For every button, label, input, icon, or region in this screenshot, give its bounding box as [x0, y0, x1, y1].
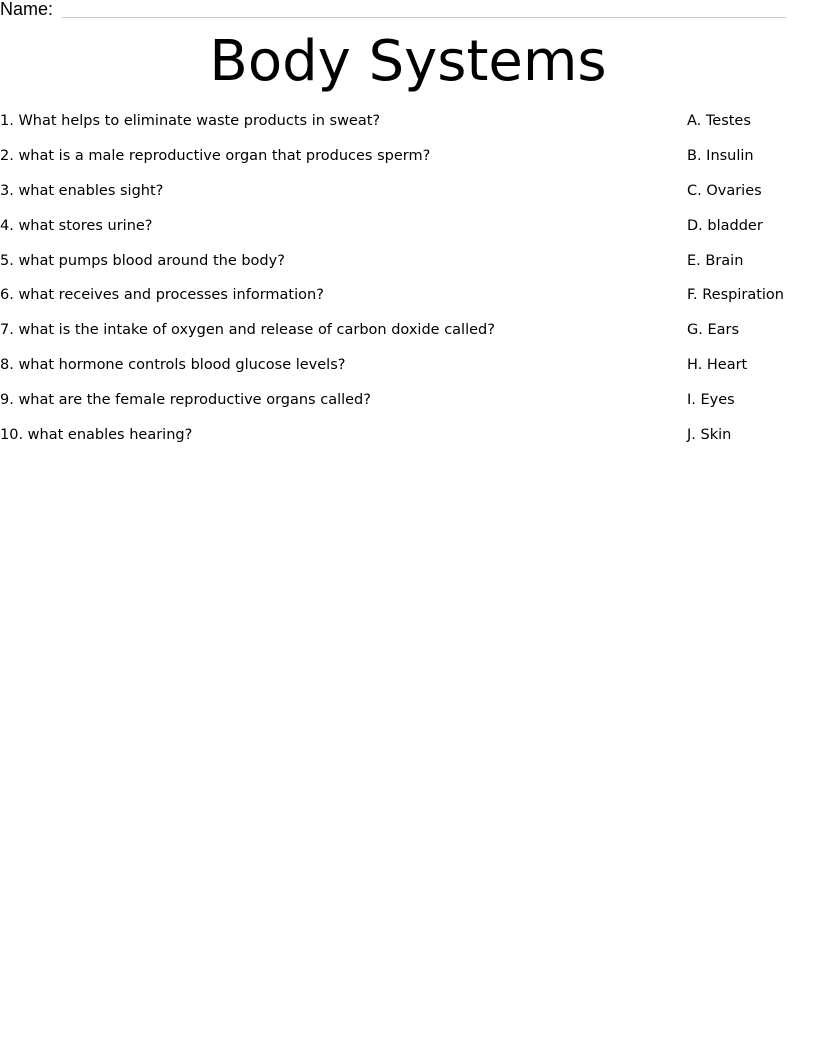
answer-item: E. Brain	[687, 252, 744, 269]
answer-item: H. Heart	[687, 357, 748, 374]
question-item: 10. what enables hearing?	[0, 427, 193, 444]
name-label: Name:	[0, 0, 54, 19]
question-item: 7. what is the intake of oxygen and release of carbon doxide called?	[0, 322, 495, 339]
page-title: Body Systems	[209, 29, 607, 94]
answer-item: F. Respiration	[687, 287, 784, 304]
name-line[interactable]	[62, 17, 786, 18]
answer-item: I. Eyes	[687, 392, 735, 409]
question-item: 1. What helps to eliminate waste products in sweat?	[0, 113, 381, 129]
name-row	[0, 0, 790, 22]
answer-item: J. Skin	[687, 427, 732, 444]
answer-list	[687, 110, 812, 459]
answer-item: D. bladder	[687, 217, 763, 234]
answer-item: G. Ears	[687, 322, 740, 339]
question-item: 9. what are the female reproductive organs called?	[0, 392, 371, 409]
question-list	[0, 110, 660, 459]
question-item: 2. what is a male reproductive organ that produces sperm?	[0, 147, 431, 164]
question-item: 4. what stores urine?	[0, 217, 153, 234]
question-item: 8. what hormone controls blood glucose levels?	[0, 357, 346, 374]
question-item: 3. what enables sight?	[0, 182, 164, 199]
question-item: 6. what receives and processes information?	[0, 287, 324, 304]
question-item: 5. what pumps blood around the body?	[0, 252, 285, 269]
answer-item: A. Testes	[687, 113, 751, 129]
answer-item: B. Insulin	[687, 147, 754, 164]
answer-item: C. Ovaries	[687, 182, 762, 199]
